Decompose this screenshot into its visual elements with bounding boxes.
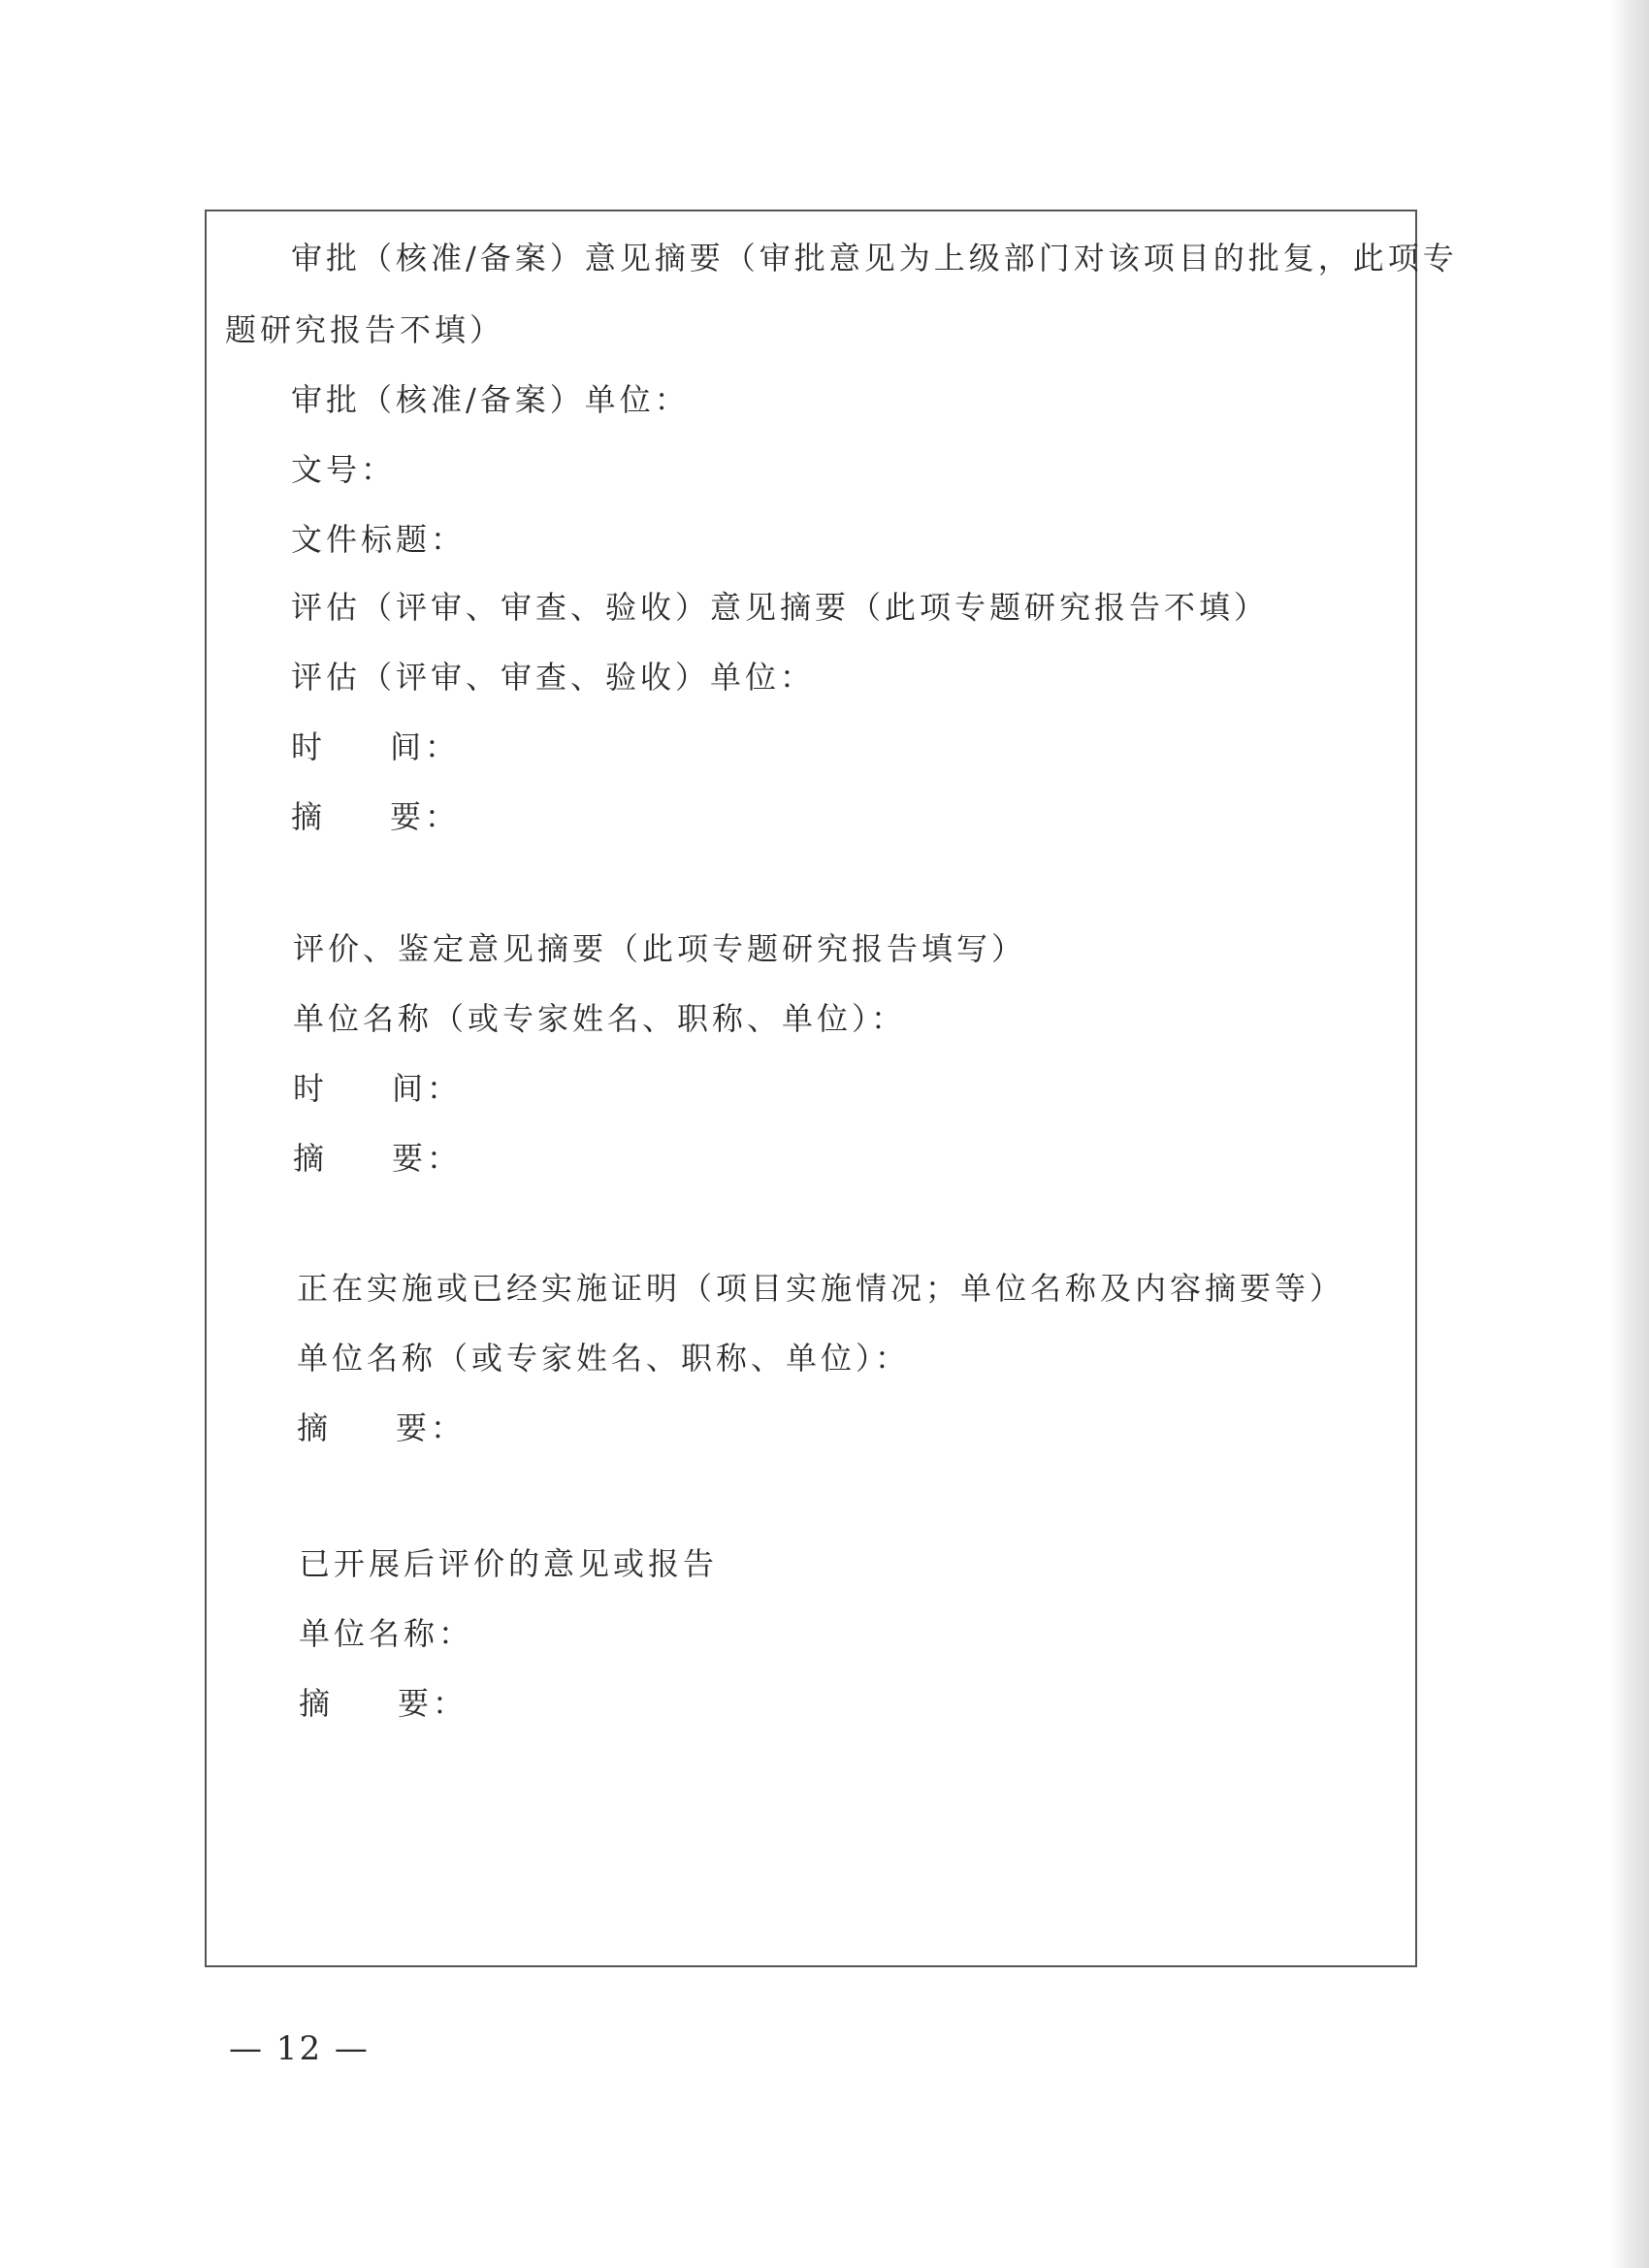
summary-char-2: 要： [390,798,461,835]
doc-title-label: 文件标题： [291,521,467,558]
post-evaluation-summary-label [299,1684,468,1723]
post-evaluation-heading: 已开展后评价的意见或报告 [299,1545,719,1582]
time-char-2: 间： [392,1070,463,1107]
summary-char-2: 要： [398,1685,469,1722]
assessment-heading: 评估（评审、审查、验收）意见摘要（此项专题研究报告不填） [291,589,1270,626]
summary-char-2: 要： [396,1409,467,1446]
evaluation-time-label [293,1069,462,1108]
approval-unit-label: 审批（核准/备案）单位： [291,381,690,418]
summary-char-1: 摘 [293,1140,329,1177]
summary-char-1: 摘 [299,1685,335,1722]
page-edge-shadow [1610,0,1649,2268]
assessment-time-label [291,728,460,766]
implementation-unit-label: 单位名称（或专家姓名、职称、单位）： [297,1340,911,1377]
summary-char-1: 摘 [297,1409,333,1446]
evaluation-summary-label [293,1139,462,1178]
evaluation-heading: 评价、鉴定意见摘要（此项专题研究报告填写） [293,930,1027,967]
time-char-1: 时 [293,1070,329,1107]
implementation-summary-label [297,1409,466,1447]
implementation-heading: 正在实施或已经实施证明（项目实施情况；单位名称及内容摘要等） [297,1270,1345,1307]
summary-char-1: 摘 [291,798,327,835]
time-char-1: 时 [291,729,327,765]
approval-heading-line2: 题研究报告不填） [225,311,505,348]
doc-number-label: 文号： [291,451,397,488]
assessment-summary-label [291,797,460,836]
post-evaluation-unit-label: 单位名称： [299,1615,474,1652]
evaluation-unit-label: 单位名称（或专家姓名、职称、单位）： [293,1000,907,1037]
page-number: — 12 — [229,2029,370,2068]
time-char-2: 间： [390,729,461,765]
assessment-unit-label: 评估（评审、审查、验收）单位： [291,659,816,696]
summary-char-2: 要： [392,1140,463,1177]
approval-heading-line1: 审批（核准/备案）意见摘要（审批意见为上级部门对该项目的批复，此项专 [291,240,1458,276]
